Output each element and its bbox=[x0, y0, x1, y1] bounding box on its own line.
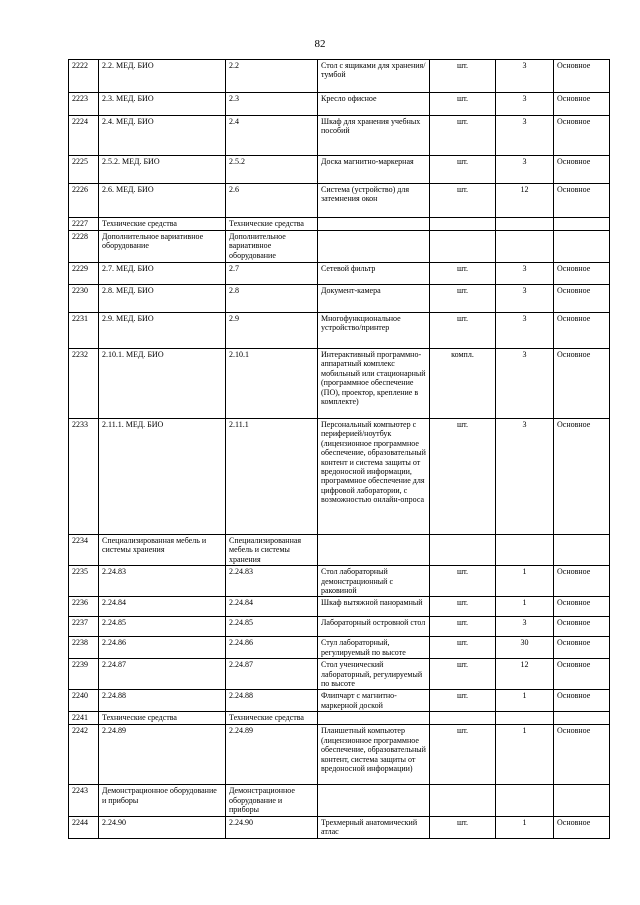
row-name: Дополнительное вариативное оборудование bbox=[99, 231, 226, 263]
row-qty: 12 bbox=[496, 659, 554, 690]
row-code: 2.24.85 bbox=[226, 617, 318, 637]
row-name: 2.24.90 bbox=[99, 816, 226, 838]
row-qty: 3 bbox=[496, 419, 554, 535]
table-row bbox=[69, 116, 610, 156]
row-name: 2.2. МЕД. БИО bbox=[99, 60, 226, 93]
row-type: Основное bbox=[554, 816, 610, 838]
row-item: Документ-камера bbox=[318, 285, 430, 313]
row-number: 2223 bbox=[69, 93, 99, 116]
row-number: 2232 bbox=[69, 349, 99, 419]
table-row bbox=[69, 816, 610, 838]
row-qty bbox=[496, 218, 554, 231]
row-qty bbox=[496, 712, 554, 725]
row-type bbox=[554, 785, 610, 816]
row-qty: 3 bbox=[496, 116, 554, 156]
row-number: 2238 bbox=[69, 637, 99, 659]
row-name: Технические средства bbox=[99, 712, 226, 725]
row-qty: 3 bbox=[496, 263, 554, 285]
table-row bbox=[69, 313, 610, 349]
row-unit bbox=[430, 231, 496, 263]
row-unit bbox=[430, 218, 496, 231]
row-qty: 1 bbox=[496, 816, 554, 838]
row-type bbox=[554, 712, 610, 725]
row-qty: 3 bbox=[496, 313, 554, 349]
row-name: 2.11.1. МЕД. БИО bbox=[99, 419, 226, 535]
row-unit: шт. bbox=[430, 597, 496, 617]
table-row bbox=[69, 535, 610, 566]
row-type: Основное bbox=[554, 156, 610, 184]
row-type: Основное bbox=[554, 313, 610, 349]
row-item: Стол лабораторный демонстрационный с раковиной bbox=[318, 566, 430, 597]
row-item: Шкаф для хранения учебных пособий bbox=[318, 116, 430, 156]
row-name: 2.24.89 bbox=[99, 725, 226, 785]
row-unit: шт. bbox=[430, 690, 496, 712]
row-item bbox=[318, 231, 430, 263]
row-code: 2.6 bbox=[226, 184, 318, 218]
row-code: 2.9 bbox=[226, 313, 318, 349]
row-item: Трехмерный анатомический атлас bbox=[318, 816, 430, 838]
row-code: 2.5.2 bbox=[226, 156, 318, 184]
row-number: 2240 bbox=[69, 690, 99, 712]
row-item bbox=[318, 218, 430, 231]
row-item: Шкаф вытяжной панорамный bbox=[318, 597, 430, 617]
row-number: 2222 bbox=[69, 60, 99, 93]
equipment-table bbox=[68, 59, 610, 839]
row-qty bbox=[496, 535, 554, 566]
row-type: Основное bbox=[554, 690, 610, 712]
row-item: Стол с ящиками для хранения/тумбой bbox=[318, 60, 430, 93]
row-code: 2.24.87 bbox=[226, 659, 318, 690]
row-unit: шт. bbox=[430, 566, 496, 597]
row-item: Система (устройство) для затемнения окон bbox=[318, 184, 430, 218]
row-name: 2.3. МЕД. БИО bbox=[99, 93, 226, 116]
row-unit: шт. bbox=[430, 93, 496, 116]
row-type bbox=[554, 535, 610, 566]
row-unit: шт. bbox=[430, 816, 496, 838]
row-code: 2.7 bbox=[226, 263, 318, 285]
row-code: 2.3 bbox=[226, 93, 318, 116]
row-number: 2230 bbox=[69, 285, 99, 313]
row-item: Флипчарт с магнитно-маркерной доской bbox=[318, 690, 430, 712]
row-code: 2.24.89 bbox=[226, 725, 318, 785]
row-name: 2.6. МЕД. БИО bbox=[99, 184, 226, 218]
row-number: 2235 bbox=[69, 566, 99, 597]
row-qty: 1 bbox=[496, 566, 554, 597]
row-name: Демонстрационное оборудование и приборы bbox=[99, 785, 226, 816]
row-type: Основное bbox=[554, 60, 610, 93]
row-unit bbox=[430, 712, 496, 725]
row-type: Основное bbox=[554, 285, 610, 313]
row-qty: 3 bbox=[496, 93, 554, 116]
row-number: 2237 bbox=[69, 617, 99, 637]
row-unit: компл. bbox=[430, 349, 496, 419]
row-item: Доска магнитно-маркерная bbox=[318, 156, 430, 184]
row-code: 2.24.83 bbox=[226, 566, 318, 597]
row-code: Демонстрационное оборудование и приборы bbox=[226, 785, 318, 816]
row-name: 2.24.88 bbox=[99, 690, 226, 712]
row-type: Основное bbox=[554, 349, 610, 419]
table-row bbox=[69, 785, 610, 816]
row-qty: 3 bbox=[496, 617, 554, 637]
table-row bbox=[69, 156, 610, 184]
row-item: Интерактивный программно-аппаратный комплекс мобильный или стационарный (программное обеспечение (ПО), проектор, крепление в комплекте) bbox=[318, 349, 430, 419]
row-type bbox=[554, 231, 610, 263]
table-row bbox=[69, 617, 610, 637]
row-name: 2.7. МЕД. БИО bbox=[99, 263, 226, 285]
row-type: Основное bbox=[554, 566, 610, 597]
row-unit: шт. bbox=[430, 184, 496, 218]
row-unit bbox=[430, 785, 496, 816]
row-number: 2226 bbox=[69, 184, 99, 218]
row-name: 2.24.87 bbox=[99, 659, 226, 690]
row-code: 2.4 bbox=[226, 116, 318, 156]
row-type: Основное bbox=[554, 419, 610, 535]
row-item bbox=[318, 535, 430, 566]
row-number: 2231 bbox=[69, 313, 99, 349]
row-unit: шт. bbox=[430, 156, 496, 184]
row-unit: шт. bbox=[430, 263, 496, 285]
table-body bbox=[69, 60, 610, 839]
row-item: Лабораторный островной стол bbox=[318, 617, 430, 637]
row-number: 2224 bbox=[69, 116, 99, 156]
table-row bbox=[69, 218, 610, 231]
row-qty: 3 bbox=[496, 285, 554, 313]
row-item: Планшетный компьютер (лицензионное программное обеспечение, образовательный контент, система защиты от вредоносной информации) bbox=[318, 725, 430, 785]
row-qty: 30 bbox=[496, 637, 554, 659]
table-row bbox=[69, 712, 610, 725]
row-code: 2.24.88 bbox=[226, 690, 318, 712]
row-qty bbox=[496, 785, 554, 816]
row-type: Основное bbox=[554, 617, 610, 637]
row-name: 2.24.86 bbox=[99, 637, 226, 659]
row-code: 2.2 bbox=[226, 60, 318, 93]
row-unit: шт. bbox=[430, 116, 496, 156]
row-item: Многофункциональное устройство/принтер bbox=[318, 313, 430, 349]
row-type: Основное bbox=[554, 659, 610, 690]
table-row bbox=[69, 597, 610, 617]
row-type: Основное bbox=[554, 184, 610, 218]
row-unit: шт. bbox=[430, 60, 496, 93]
row-item: Кресло офисное bbox=[318, 93, 430, 116]
row-type: Основное bbox=[554, 263, 610, 285]
row-code: 2.8 bbox=[226, 285, 318, 313]
row-number: 2243 bbox=[69, 785, 99, 816]
row-number: 2229 bbox=[69, 263, 99, 285]
row-number: 2241 bbox=[69, 712, 99, 725]
row-number: 2244 bbox=[69, 816, 99, 838]
row-code: Технические средства bbox=[226, 218, 318, 231]
table-row bbox=[69, 231, 610, 263]
table-row bbox=[69, 690, 610, 712]
row-qty: 12 bbox=[496, 184, 554, 218]
row-name: 2.24.83 bbox=[99, 566, 226, 597]
row-code: Специализированная мебель и системы хранения bbox=[226, 535, 318, 566]
row-name: 2.24.84 bbox=[99, 597, 226, 617]
table-row bbox=[69, 725, 610, 785]
row-unit: шт. bbox=[430, 285, 496, 313]
row-type: Основное bbox=[554, 637, 610, 659]
row-name: 2.4. МЕД. БИО bbox=[99, 116, 226, 156]
row-type: Основное bbox=[554, 597, 610, 617]
row-name: 2.8. МЕД. БИО bbox=[99, 285, 226, 313]
row-qty: 1 bbox=[496, 690, 554, 712]
row-item bbox=[318, 712, 430, 725]
row-qty: 3 bbox=[496, 349, 554, 419]
row-number: 2239 bbox=[69, 659, 99, 690]
row-number: 2227 bbox=[69, 218, 99, 231]
row-unit: шт. bbox=[430, 637, 496, 659]
row-item: Стул лабораторный, регулируемый по высоте bbox=[318, 637, 430, 659]
row-code: 2.24.90 bbox=[226, 816, 318, 838]
row-type: Основное bbox=[554, 93, 610, 116]
table-row bbox=[69, 349, 610, 419]
row-item bbox=[318, 785, 430, 816]
row-code: 2.24.84 bbox=[226, 597, 318, 617]
row-code: Технические средства bbox=[226, 712, 318, 725]
table-row bbox=[69, 184, 610, 218]
row-number: 2228 bbox=[69, 231, 99, 263]
row-number: 2225 bbox=[69, 156, 99, 184]
row-unit: шт. bbox=[430, 725, 496, 785]
row-name: 2.10.1. МЕД. БИО bbox=[99, 349, 226, 419]
row-qty: 1 bbox=[496, 725, 554, 785]
row-type: Основное bbox=[554, 116, 610, 156]
row-unit bbox=[430, 535, 496, 566]
row-code: 2.11.1 bbox=[226, 419, 318, 535]
row-name: Технические средства bbox=[99, 218, 226, 231]
row-qty: 1 bbox=[496, 597, 554, 617]
row-name: 2.5.2. МЕД. БИО bbox=[99, 156, 226, 184]
row-number: 2242 bbox=[69, 725, 99, 785]
row-code: Дополнительное вариативное оборудование bbox=[226, 231, 318, 263]
row-number: 2234 bbox=[69, 535, 99, 566]
row-qty: 3 bbox=[496, 60, 554, 93]
row-code: 2.24.86 bbox=[226, 637, 318, 659]
row-unit: шт. bbox=[430, 617, 496, 637]
row-type bbox=[554, 218, 610, 231]
table-row bbox=[69, 566, 610, 597]
row-unit: шт. bbox=[430, 659, 496, 690]
row-qty: 3 bbox=[496, 156, 554, 184]
table-row bbox=[69, 263, 610, 285]
row-unit: шт. bbox=[430, 313, 496, 349]
table-row bbox=[69, 637, 610, 659]
row-item: Персональный компьютер с периферией/ноутбук (лицензионное программное обеспечение, образовательный контент и система защиты от вредоносной информации, программное обеспечение для цифровой лаборатории, с возможностью онлайн-опроса bbox=[318, 419, 430, 535]
row-code: 2.10.1 bbox=[226, 349, 318, 419]
row-name: 2.9. МЕД. БИО bbox=[99, 313, 226, 349]
row-qty bbox=[496, 231, 554, 263]
row-number: 2233 bbox=[69, 419, 99, 535]
row-item: Стол ученический лабораторный, регулируемый по высоте bbox=[318, 659, 430, 690]
row-item: Сетевой фильтр bbox=[318, 263, 430, 285]
table-row bbox=[69, 419, 610, 535]
row-number: 2236 bbox=[69, 597, 99, 617]
table-row bbox=[69, 93, 610, 116]
row-type: Основное bbox=[554, 725, 610, 785]
table-row bbox=[69, 285, 610, 313]
row-unit: шт. bbox=[430, 419, 496, 535]
row-name: 2.24.85 bbox=[99, 617, 226, 637]
row-name: Специализированная мебель и системы хранения bbox=[99, 535, 226, 566]
table-row bbox=[69, 60, 610, 93]
table-row bbox=[69, 659, 610, 690]
page-number: 82 bbox=[314, 38, 326, 50]
